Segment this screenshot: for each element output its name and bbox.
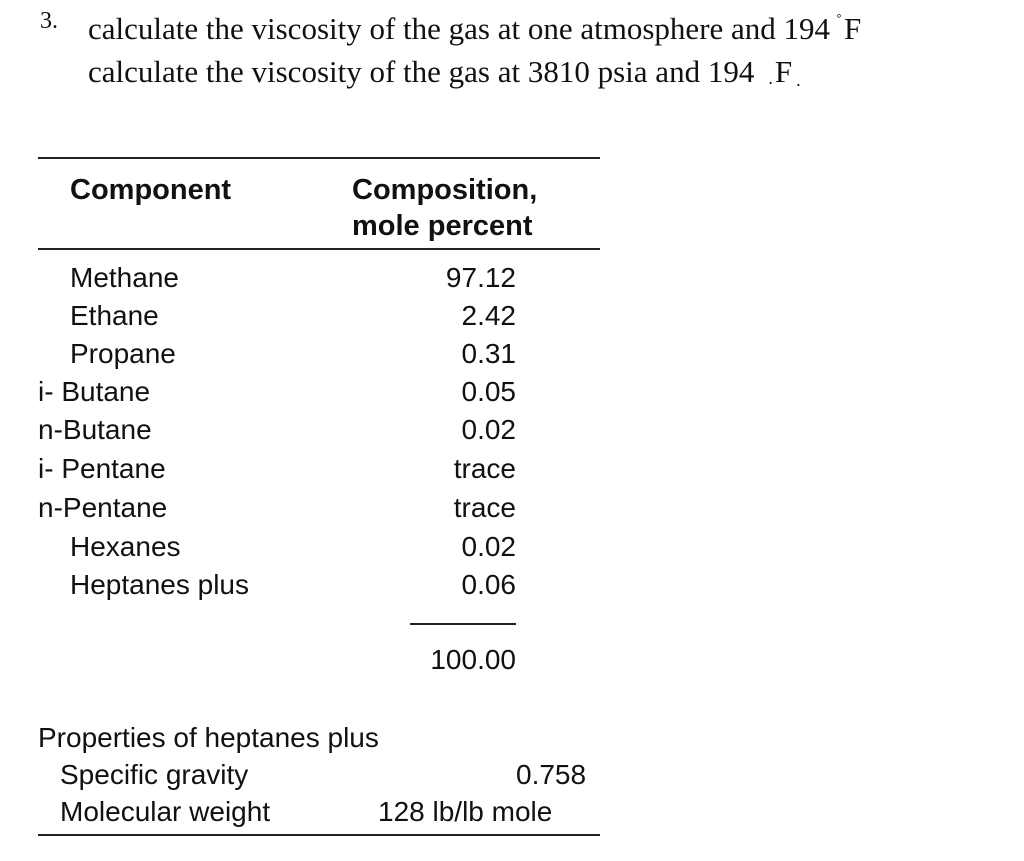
composition-value: 2.42 [461, 300, 516, 331]
problem-line-1 [40, 0, 861, 50]
component-name: Methane [70, 262, 179, 293]
component-name: i- Pentane [38, 453, 166, 484]
problem-line1-text: calculate the viscosity of the gas at one atmosphere and 194 [88, 11, 831, 46]
table-bottom-rule [38, 834, 600, 836]
component-name: n-Pentane [38, 492, 168, 523]
component-name: i- Butane [38, 376, 151, 407]
total-rule [410, 623, 516, 625]
component-name: n-Butane [38, 414, 152, 445]
properties-title: Properties of heptanes plus [38, 722, 379, 753]
header-composition-line2: mole percent [352, 210, 533, 242]
component-name: Heptanes plus [70, 569, 250, 600]
specific-gravity-value: 0.758 [516, 759, 587, 790]
degree-symbol-2: . [768, 68, 773, 88]
composition-value: 0.31 [461, 338, 516, 369]
problem-line2-unit: F [774, 54, 793, 89]
problem-line2-text: calculate the viscosity of the gas at 3810 psia and 194 [88, 54, 755, 89]
problem-statement [40, 0, 861, 102]
composition-value: 0.02 [461, 531, 516, 562]
composition-value: 0.06 [461, 569, 516, 600]
problem-text-2 [88, 50, 803, 102]
header-rule [38, 248, 600, 250]
problem-text-1 [88, 0, 861, 50]
composition-value: 97.12 [445, 262, 516, 293]
problem-number: 3. [40, 8, 58, 34]
problem-line2-end: . [796, 70, 801, 90]
composition-value: trace [453, 492, 516, 523]
table-top-rule [38, 157, 600, 159]
molecular-weight-value: 128 lb/lb mole [378, 796, 553, 827]
composition-value: trace [453, 453, 516, 484]
header-composition-line1: Composition, [352, 174, 538, 206]
problem-line-2 [40, 50, 861, 102]
molecular-weight-label: Molecular weight [60, 796, 271, 827]
header-component: Component [70, 174, 232, 206]
component-name: Ethane [70, 300, 159, 331]
specific-gravity-label: Specific gravity [60, 759, 249, 790]
composition-value: 0.05 [461, 376, 516, 407]
problem-line1-unit: F [844, 11, 862, 46]
degree-symbol: ˚ [836, 11, 843, 31]
composition-total: 100.00 [430, 644, 516, 675]
component-name: Propane [70, 338, 176, 369]
composition-value: 0.02 [461, 414, 516, 445]
component-name: Hexanes [70, 531, 181, 562]
